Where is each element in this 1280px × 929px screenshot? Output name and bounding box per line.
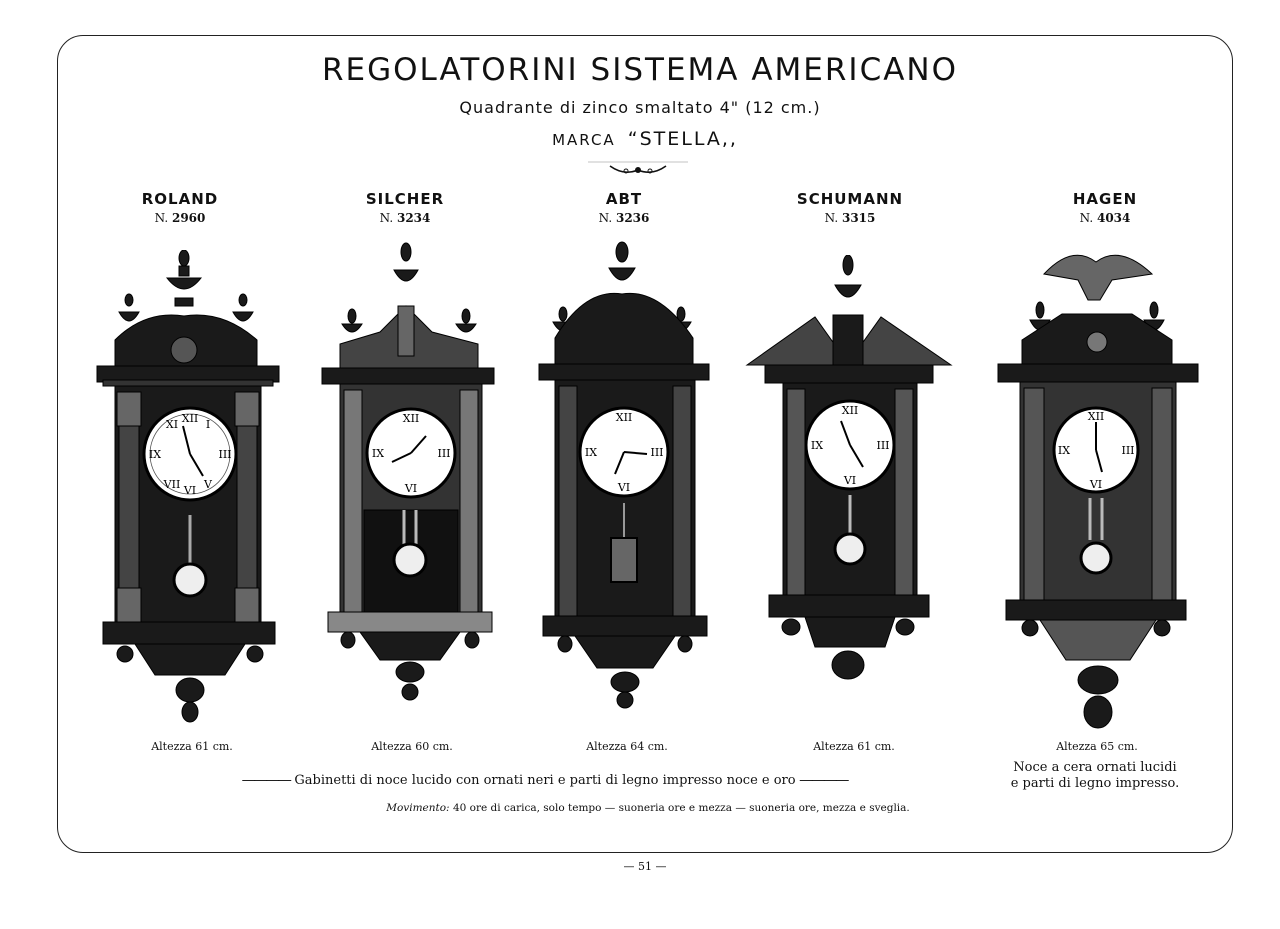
- ornament-divider: [588, 160, 688, 178]
- svg-text:VI: VI: [183, 484, 197, 497]
- clock-number-prefix: N.: [379, 211, 394, 225]
- svg-text:I: I: [205, 418, 211, 431]
- svg-text:V: V: [204, 478, 212, 491]
- clock-number-prefix: N.: [154, 211, 169, 225]
- clock-name: ROLAND: [141, 190, 219, 208]
- clock-name: HAGEN: [1072, 190, 1138, 208]
- clock-abt: [524, 190, 724, 225]
- svg-text:IX: IX: [371, 447, 385, 460]
- clock-number: [305, 211, 505, 225]
- hagen-note-line1: Noce a cera ornati lucidi: [1013, 760, 1177, 775]
- svg-text:VI: VI: [843, 474, 857, 487]
- svg-text:IX: IX: [810, 439, 824, 452]
- svg-text:VI: VI: [1089, 478, 1103, 491]
- dash-ornament-right: ――――: [799, 773, 848, 788]
- svg-text:XII: XII: [402, 412, 420, 425]
- abt-clock-image: [535, 238, 715, 710]
- svg-text:VII: VII: [163, 478, 181, 491]
- height-schumann: Altezza 61 cm.: [813, 740, 895, 753]
- page-number: — 51 —: [623, 860, 667, 873]
- clock-number-value: 4034: [1096, 211, 1131, 225]
- svg-text:XII: XII: [181, 412, 199, 425]
- brand-line: [0, 128, 1280, 150]
- svg-text:III: III: [876, 439, 890, 452]
- dash-ornament-left: ――――: [242, 773, 291, 788]
- clock-number-value: 3234: [396, 211, 431, 225]
- roland-clock-image: [95, 250, 285, 728]
- height-silcher: Altezza 60 cm.: [371, 740, 453, 753]
- schumann-clock-image: [745, 255, 955, 687]
- clock-number-prefix: N.: [1079, 211, 1094, 225]
- svg-text:XI: XI: [165, 418, 179, 431]
- svg-text:XII: XII: [1087, 410, 1105, 423]
- height-roland: Altezza 61 cm.: [151, 740, 233, 753]
- height-abt: Altezza 64 cm.: [586, 740, 668, 753]
- clock-number: [524, 211, 724, 225]
- clock-schumann: [750, 190, 950, 225]
- svg-text:VI: VI: [617, 481, 631, 494]
- silcher-clock-image: [320, 240, 500, 705]
- svg-text:VI: VI: [404, 482, 418, 495]
- clock-number-value: 3315: [841, 211, 876, 225]
- page-subtitle: Quadrante di zinco smaltato 4" (12 cm.): [459, 98, 821, 117]
- clock-hagen: [1005, 190, 1205, 225]
- clock-silcher: [305, 190, 505, 225]
- clock-roland: [80, 190, 280, 225]
- brand-prefix: MARCA: [552, 131, 616, 149]
- clock-number-prefix: N.: [598, 211, 613, 225]
- cabinet-description: [0, 773, 1090, 788]
- clock-number: [80, 211, 280, 225]
- clock-number: [750, 211, 950, 225]
- svg-text:III: III: [1121, 444, 1135, 457]
- height-hagen: Altezza 65 cm.: [1056, 740, 1138, 753]
- svg-text:IX: IX: [148, 448, 162, 461]
- clock-number-value: 3236: [615, 211, 650, 225]
- clock-number: [1005, 211, 1205, 225]
- brand-name: “STELLA,,: [627, 128, 738, 150]
- movement-line: [0, 802, 1280, 814]
- clock-name: ABT: [605, 190, 643, 208]
- svg-text:III: III: [437, 447, 451, 460]
- svg-text:IX: IX: [584, 446, 598, 459]
- svg-text:XII: XII: [841, 404, 859, 417]
- movement-label: Movimento:: [386, 802, 450, 814]
- svg-text:XII: XII: [615, 411, 633, 424]
- clock-number-value: 2960: [171, 211, 206, 225]
- svg-text:III: III: [650, 446, 664, 459]
- clock-number-prefix: N.: [824, 211, 839, 225]
- movement-text: 40 ore di carica, solo tempo — suoneria ore e mezza — suoneria ore, mezza e sveglia.: [452, 802, 910, 814]
- page-title: REGOLATORINI SISTEMA AMERICANO: [321, 52, 959, 88]
- clock-name: SCHUMANN: [796, 190, 904, 208]
- cabinet-text: Gabinetti di noce lucido con ornati neri e parti di legno impresso noce e oro: [294, 773, 796, 788]
- hagen-clock-image: [992, 240, 1202, 735]
- svg-text:III: III: [218, 448, 232, 461]
- hagen-note-line2: e parti di legno impresso.: [1010, 776, 1180, 791]
- clock-name: SILCHER: [365, 190, 445, 208]
- svg-text:IX: IX: [1057, 444, 1071, 457]
